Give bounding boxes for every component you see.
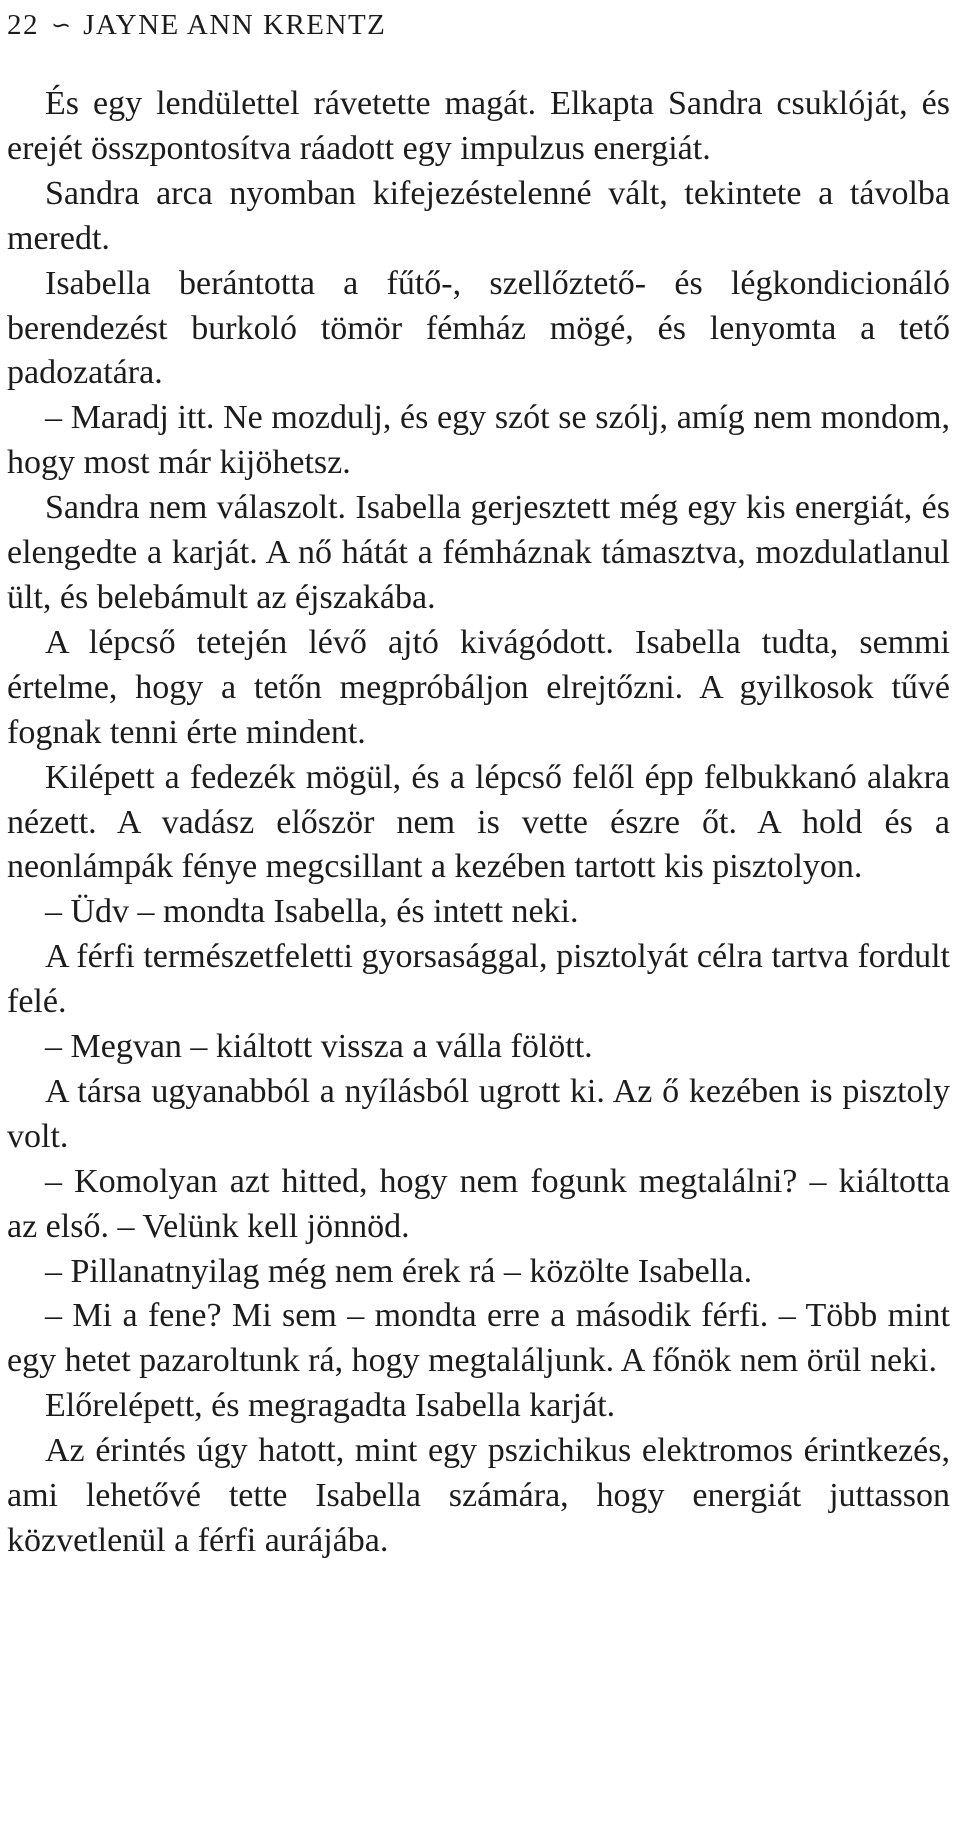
paragraph: – Maradj itt. Ne mozdulj, és egy szót se szólj, amíg nem mondom, hogy most már kijöhetsz.	[7, 399, 950, 482]
paragraph: Sandra arca nyomban kifejezéstelenné vált, tekintete a távolba meredt.	[7, 174, 950, 257]
paragraph: – Megvan – kiáltott vissza a válla fölött.	[45, 1028, 593, 1066]
paragraph: A lépcső tetején lévő ajtó kivágódott. Isabella tudta, semmi értelme, hogy a tetőn megpróbáljon elrejtőzni. A gyilkosok tűvé fognak tenni érte mindent.	[7, 623, 950, 751]
paragraph: – Mi a fene? Mi sem – mondta erre a második férfi. – Több mint egy hetet pazaroltunk rá, hogy megtaláljunk. A főnök nem örül neki.	[7, 1297, 950, 1380]
running-header	[7, 2, 950, 48]
paragraph: – Pillanatnyilag még nem érek rá – közölte Isabella.	[45, 1252, 753, 1290]
paragraph: – Üdv – mondta Isabella, és intett neki.	[45, 893, 579, 931]
page-number: 22	[7, 8, 39, 41]
paragraph: Előrelépett, és megragadta Isabella karját.	[45, 1387, 616, 1425]
body-text	[7, 82, 950, 1564]
ornament-separator: ∽	[51, 12, 72, 39]
paragraph: A társa ugyanabból a nyílásból ugrott ki. Az ő kezében is pisztoly volt.	[7, 1072, 950, 1155]
book-page	[0, 2, 960, 1831]
paragraph: Isabella berántotta a fűtő-, szellőztető- és légkondicionáló berendezést burkoló tömör fémház mögé, és lenyomta a tető padozatára.	[7, 264, 950, 392]
paragraph: És egy lendülettel rávetette magát. Elkapta Sandra csuklóját, és erejét összpontosítva ráadott egy impulzus energiát.	[7, 85, 950, 167]
paragraph: A férfi természetfeletti gyorsasággal, pisztolyát célra tartva fordult felé.	[7, 938, 950, 1021]
paragraph: Kilépett a fedezék mögül, és a lépcső felől épp felbukkanó alakra nézett. A vadász először nem is vette észre őt. A hold és a neonlámpák fénye megcsillant a kezében tartott kis pisztolyon.	[7, 758, 950, 886]
author-name: JAYNE ANN KRENTZ	[83, 8, 387, 41]
paragraph: – Komolyan azt hitted, hogy nem fogunk megtalálni? – kiáltotta az első. – Velünk kell jönnöd.	[7, 1162, 950, 1245]
paragraph: Az érintés úgy hatott, mint egy pszichikus elektromos érintkezés, ami lehetővé tette Isabella számára, hogy energiát juttasson közvetlenül a férfi aurájába.	[7, 1432, 950, 1559]
paragraph: Sandra nem válaszolt. Isabella gerjesztett még egy kis energiát, és elengedte a karját. A nő hátát a fémháznak támasztva, mozdulatlanul ült, és belebámult az éjszakába.	[7, 489, 950, 616]
